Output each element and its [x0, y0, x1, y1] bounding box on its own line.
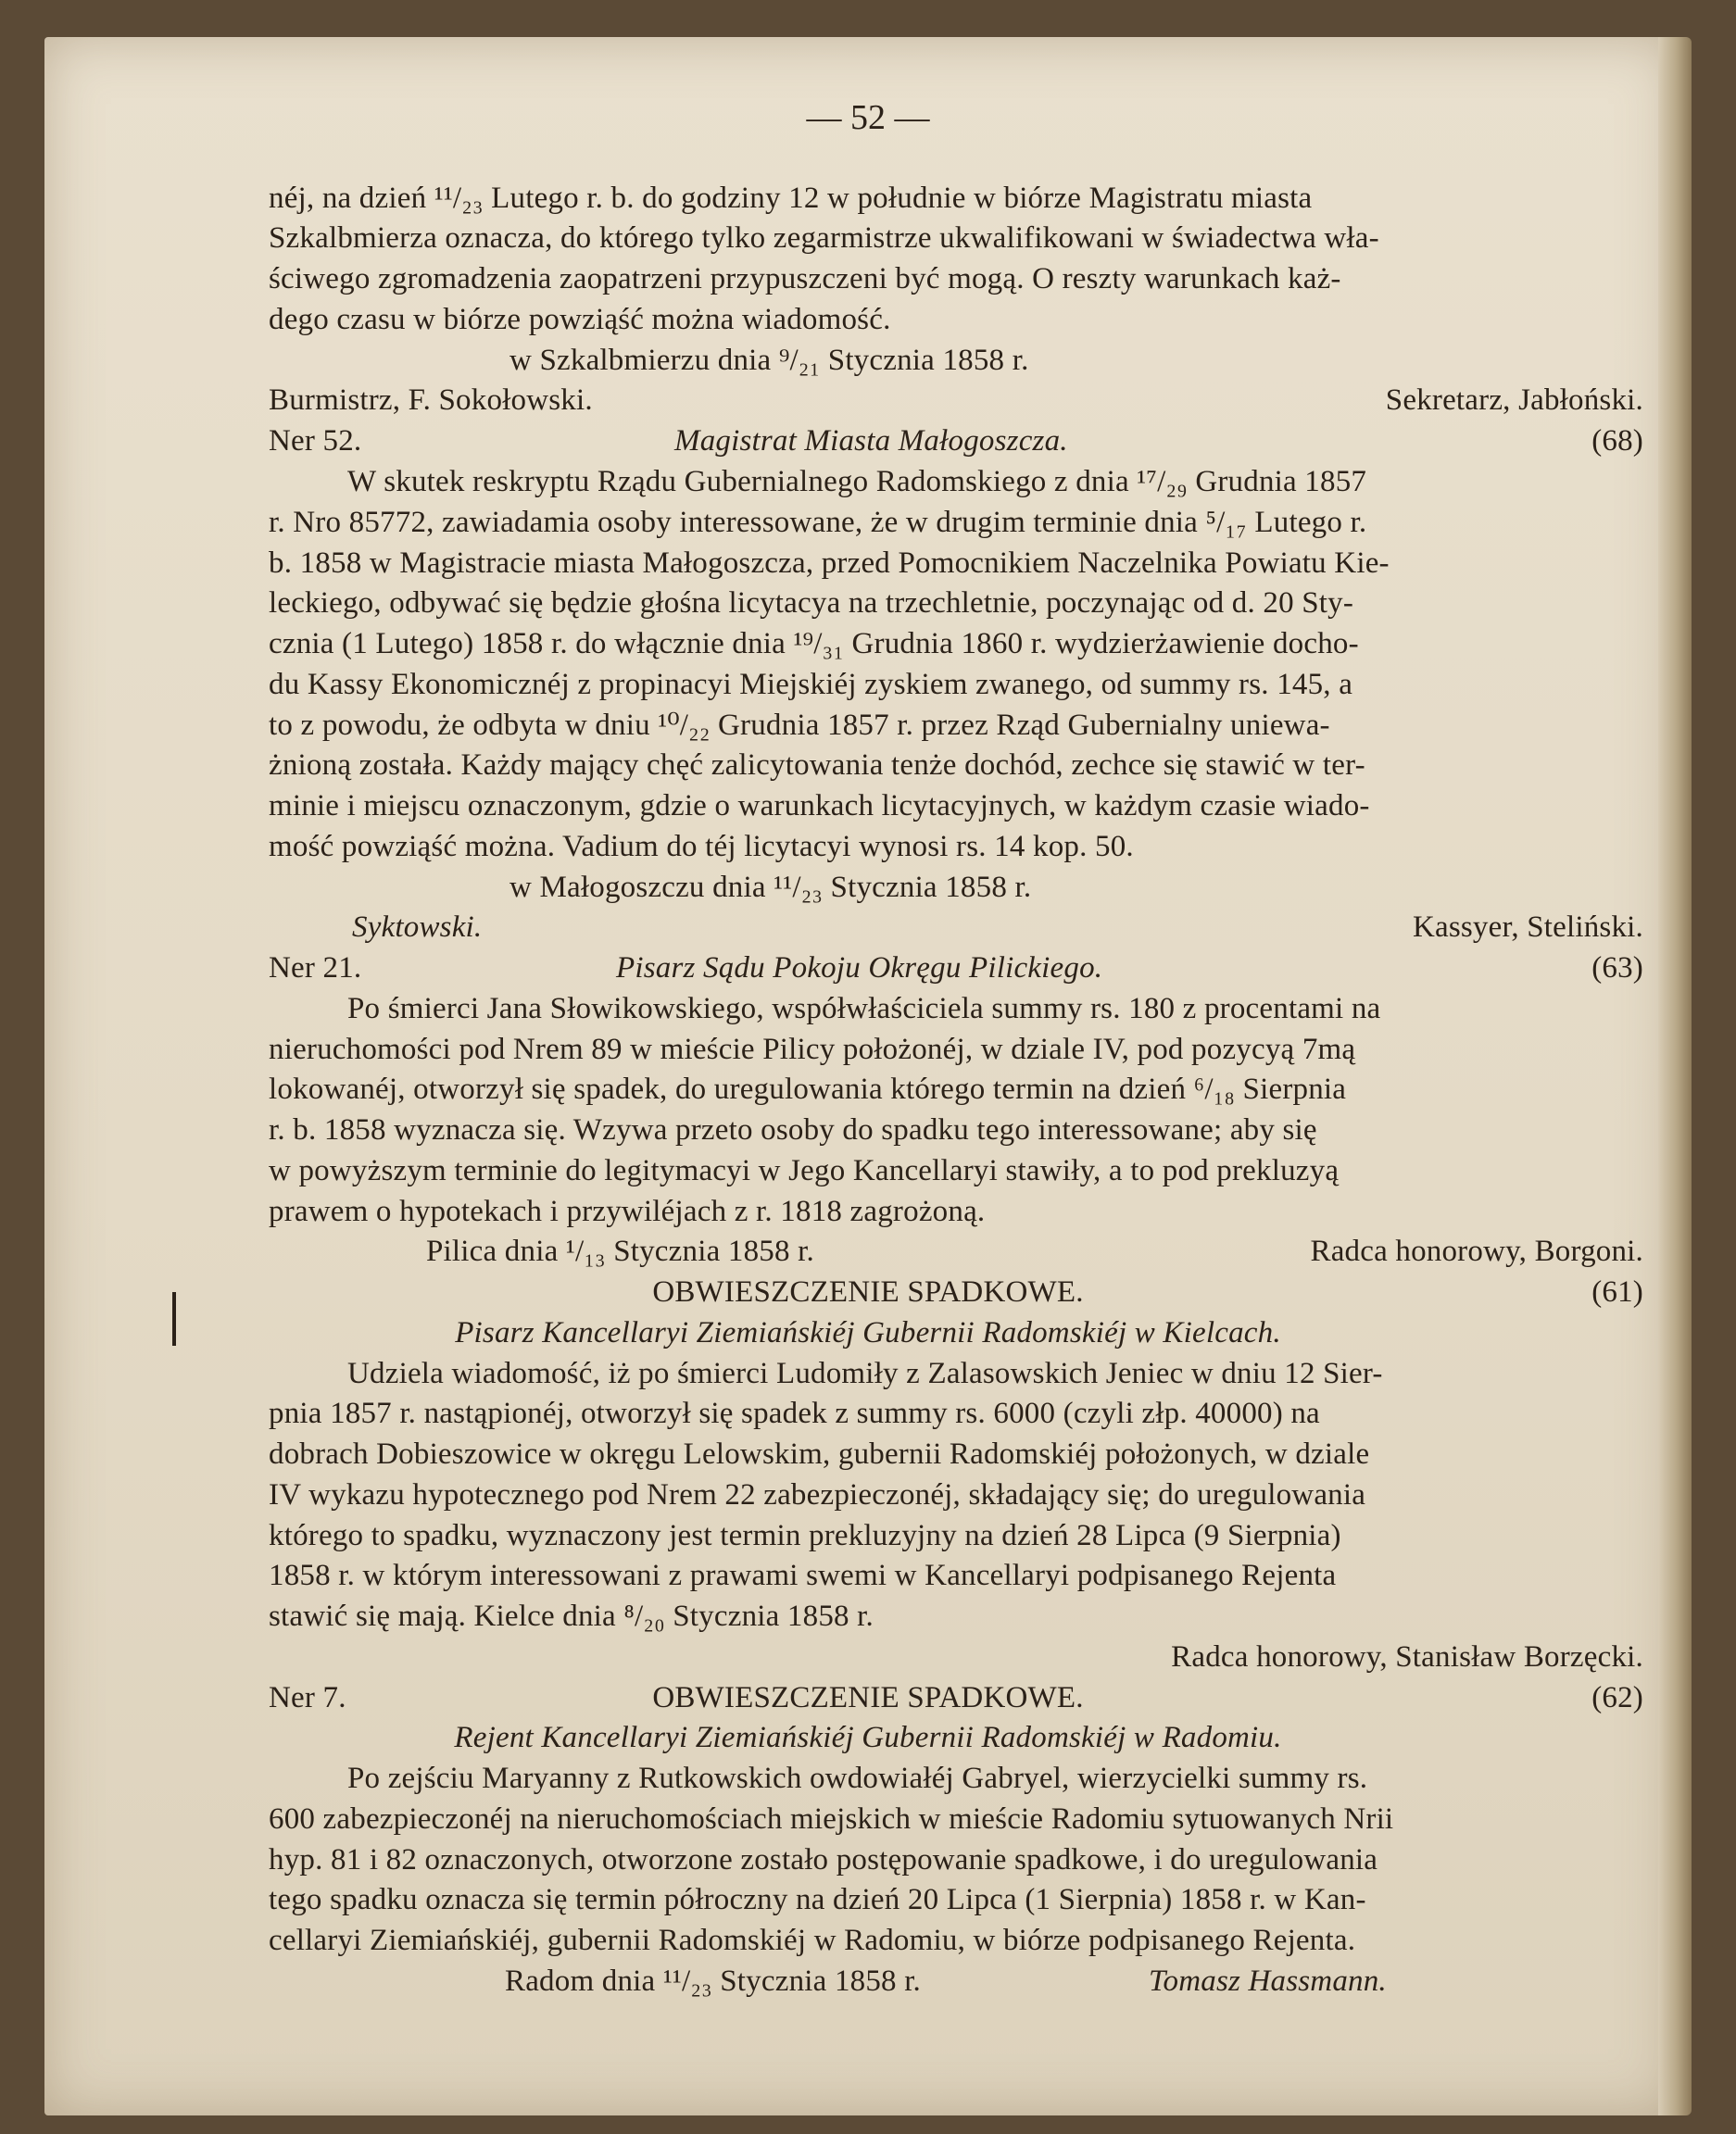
- signature-left: Burmistrz, F. Sokołowski.: [269, 383, 593, 417]
- text-line: IV wykazu hypotecznego pod Nrem 22 zabezpieczonéj, składający się; do uregulowania: [269, 1478, 1366, 1512]
- notice-tag: (63): [1591, 951, 1643, 985]
- notice-tag: (61): [1591, 1275, 1643, 1309]
- text-line: ściwego zgromadzenia zaopatrzeni przypuszczeni być mogą. O reszty warunkach każ-: [269, 262, 1341, 295]
- text-line: 1858 r. w którym interessowani z prawami swemi w Kancellaryi podpisanego Rejenta: [269, 1559, 1337, 1592]
- notice-tag: (62): [1591, 1681, 1643, 1714]
- notice-title: Pisarz Sądu Pokoju Okręgu Pilickiego.: [616, 951, 1103, 985]
- notice-subtitle: Pisarz Kancellaryi Ziemiańskiéj Gubernii Radomskiéj w Kielcach.: [455, 1316, 1281, 1349]
- page-edge: [1658, 37, 1692, 2115]
- place-date-line: Pilica dnia ¹/₁₃ Stycznia 1858 r.: [426, 1235, 814, 1268]
- notice-number: Ner 7.: [269, 1681, 346, 1714]
- signature-right: Radca honorowy, Stanisław Borzęcki.: [1171, 1640, 1643, 1674]
- text-line: nieruchomości pod Nrem 89 w mieście Pilicy położonéj, w dziale IV, pod pozycyą 7mą: [269, 1033, 1356, 1066]
- text-line: Po zejściu Maryanny z Rutkowskich owdowiałéj Gabryel, wierzycielki summy rs.: [347, 1762, 1368, 1795]
- signature-left: Syktowski.: [352, 910, 483, 944]
- text-line: dego czasu w biórze powziąść można wiadomość.: [269, 303, 891, 336]
- notice-title: OBWIESZCZENIE SPADKOWE.: [652, 1275, 1084, 1309]
- notice-number: Ner 52.: [269, 424, 362, 458]
- text-line: minie i miejscu oznaczonym, gdzie o warunkach licytacyjnych, w każdym czasie wiado-: [269, 789, 1370, 822]
- signature-right: Kassyer, Steliński.: [1412, 910, 1643, 944]
- text-line: b. 1858 w Magistracie miasta Małogoszcza, przed Pomocnikiem Naczelnika Powiatu Kie-: [269, 546, 1390, 580]
- text-line: leckiego, odbywać się będzie głośna licytacya na trzechletnie, poczynając od d. 20 Sty-: [269, 586, 1354, 620]
- text-line: stawić się mają. Kielce dnia ⁸/₂₀ Stycznia 1858 r.: [269, 1600, 874, 1633]
- notice-title: Magistrat Miasta Małogoszcza.: [674, 424, 1068, 458]
- text-line: cznia (1 Lutego) 1858 r. do włącznie dnia ¹⁹/₃₁ Grudnia 1860 r. wydzierżawienie docho-: [269, 627, 1359, 660]
- text-line: pnia 1857 r. nastąpionéj, otworzył się spadek z summy rs. 6000 (czyli złp. 40000) na: [269, 1397, 1320, 1430]
- text-line: którego to spadku, wyznaczony jest termin prekluzyjny na dzień 28 Lipca (9 Sierpnia): [269, 1519, 1341, 1552]
- text-line: to z powodu, że odbyta w dniu ¹⁰/₂₂ Grudnia 1857 r. przez Rząd Gubernialny uniewa-: [269, 709, 1330, 742]
- signature-right: Radca honorowy, Borgoni.: [1310, 1235, 1643, 1268]
- text-line: Po śmierci Jana Słowikowskiego, współwłaściciela summy rs. 180 z procentami na: [347, 992, 1381, 1025]
- text-line: tego spadku oznacza się termin półroczny na dzień 20 Lipca (1 Sierpnia) 1858 r. w Kan-: [269, 1883, 1366, 1916]
- notice-title: OBWIESZCZENIE SPADKOWE.: [652, 1681, 1084, 1714]
- text-line: Udziela wiadomość, iż po śmierci Ludomiły z Zalasowskich Jeniec w dniu 12 Sier-: [347, 1357, 1383, 1390]
- text-line: 600 zabezpieczonéj na nieruchomościach miejskich w mieście Radomiu sytuowanych Nrii: [269, 1802, 1394, 1836]
- text-line: néj, na dzień ¹¹/₂₃ Lutego r. b. do godziny 12 w południe w biórze Magistratu miasta: [269, 182, 1313, 215]
- notice-number: Ner 21.: [269, 951, 362, 985]
- place-date-line: w Małogoszczu dnia ¹¹/₂₃ Stycznia 1858 r.: [509, 871, 1032, 904]
- text-line: hyp. 81 i 82 oznaczonych, otworzone zostało postępowanie spadkowe, i do uregulowania: [269, 1843, 1378, 1877]
- text-line: lokowanéj, otworzył się spadek, do uregulowania którego termin na dzień ⁶/₁₈ Sierpnia: [269, 1073, 1347, 1106]
- text-line: du Kassy Ekonomicznéj z propinacyi Miejskiéj zyskiem zwanego, od summy rs. 145, a: [269, 668, 1353, 701]
- text-line: dobrach Dobieszowice w okręgu Lelowskim, gubernii Radomskiéj położonych, w dziale: [269, 1437, 1370, 1471]
- text-line: żnioną została. Każdy mający chęć zalicytowania tenże dochód, zechce się stawić w ter-: [269, 748, 1365, 782]
- text-line: Szkalbmierza oznacza, do którego tylko zegarmistrze ukwalifikowani w świadectwa wła-: [269, 221, 1379, 255]
- text-line: r. b. 1858 wyznacza się. Wzywa przeto osoby do spadku tego interessowane; aby się: [269, 1113, 1317, 1147]
- signature-right: Sekretarz, Jabłoński.: [1385, 383, 1643, 417]
- signature-right: Tomasz Hassmann.: [1149, 1965, 1387, 1998]
- text-line: cellaryi Ziemiańskiéj, gubernii Radomskiéj w Radomiu, w biórze podpisanego Rejenta.: [269, 1924, 1356, 1957]
- text-line: mość powziąść można. Vadium do téj licytacyi wynosi rs. 14 kop. 50.: [269, 830, 1134, 863]
- text-line: W skutek reskryptu Rządu Gubernialnego Radomskiego z dnia ¹⁷/₂₉ Grudnia 1857: [347, 465, 1367, 498]
- notice-subtitle: Rejent Kancellaryi Ziemiańskiéj Gubernii Radomskiéj w Radomiu.: [454, 1721, 1282, 1754]
- page-number: — 52 —: [806, 98, 930, 137]
- text-line: w powyższym terminie do legitymacyi w Jego Kancellaryi stawiły, a to pod prekluzyą: [269, 1154, 1340, 1187]
- place-date-line: Radom dnia ¹¹/₂₃ Stycznia 1858 r.: [505, 1965, 922, 1998]
- text-line: prawem o hypotekach i przywiléjach z r. 1818 zagrożoną.: [269, 1195, 986, 1228]
- place-date-line: w Szkalbmierzu dnia ⁹/₂₁ Stycznia 1858 r.: [509, 344, 1029, 377]
- notice-tag: (68): [1591, 424, 1643, 458]
- text-line: r. Nro 85772, zawiadamia osoby interessowane, że w drugim terminie dnia ⁵/₁₇ Lutego r.: [269, 506, 1367, 539]
